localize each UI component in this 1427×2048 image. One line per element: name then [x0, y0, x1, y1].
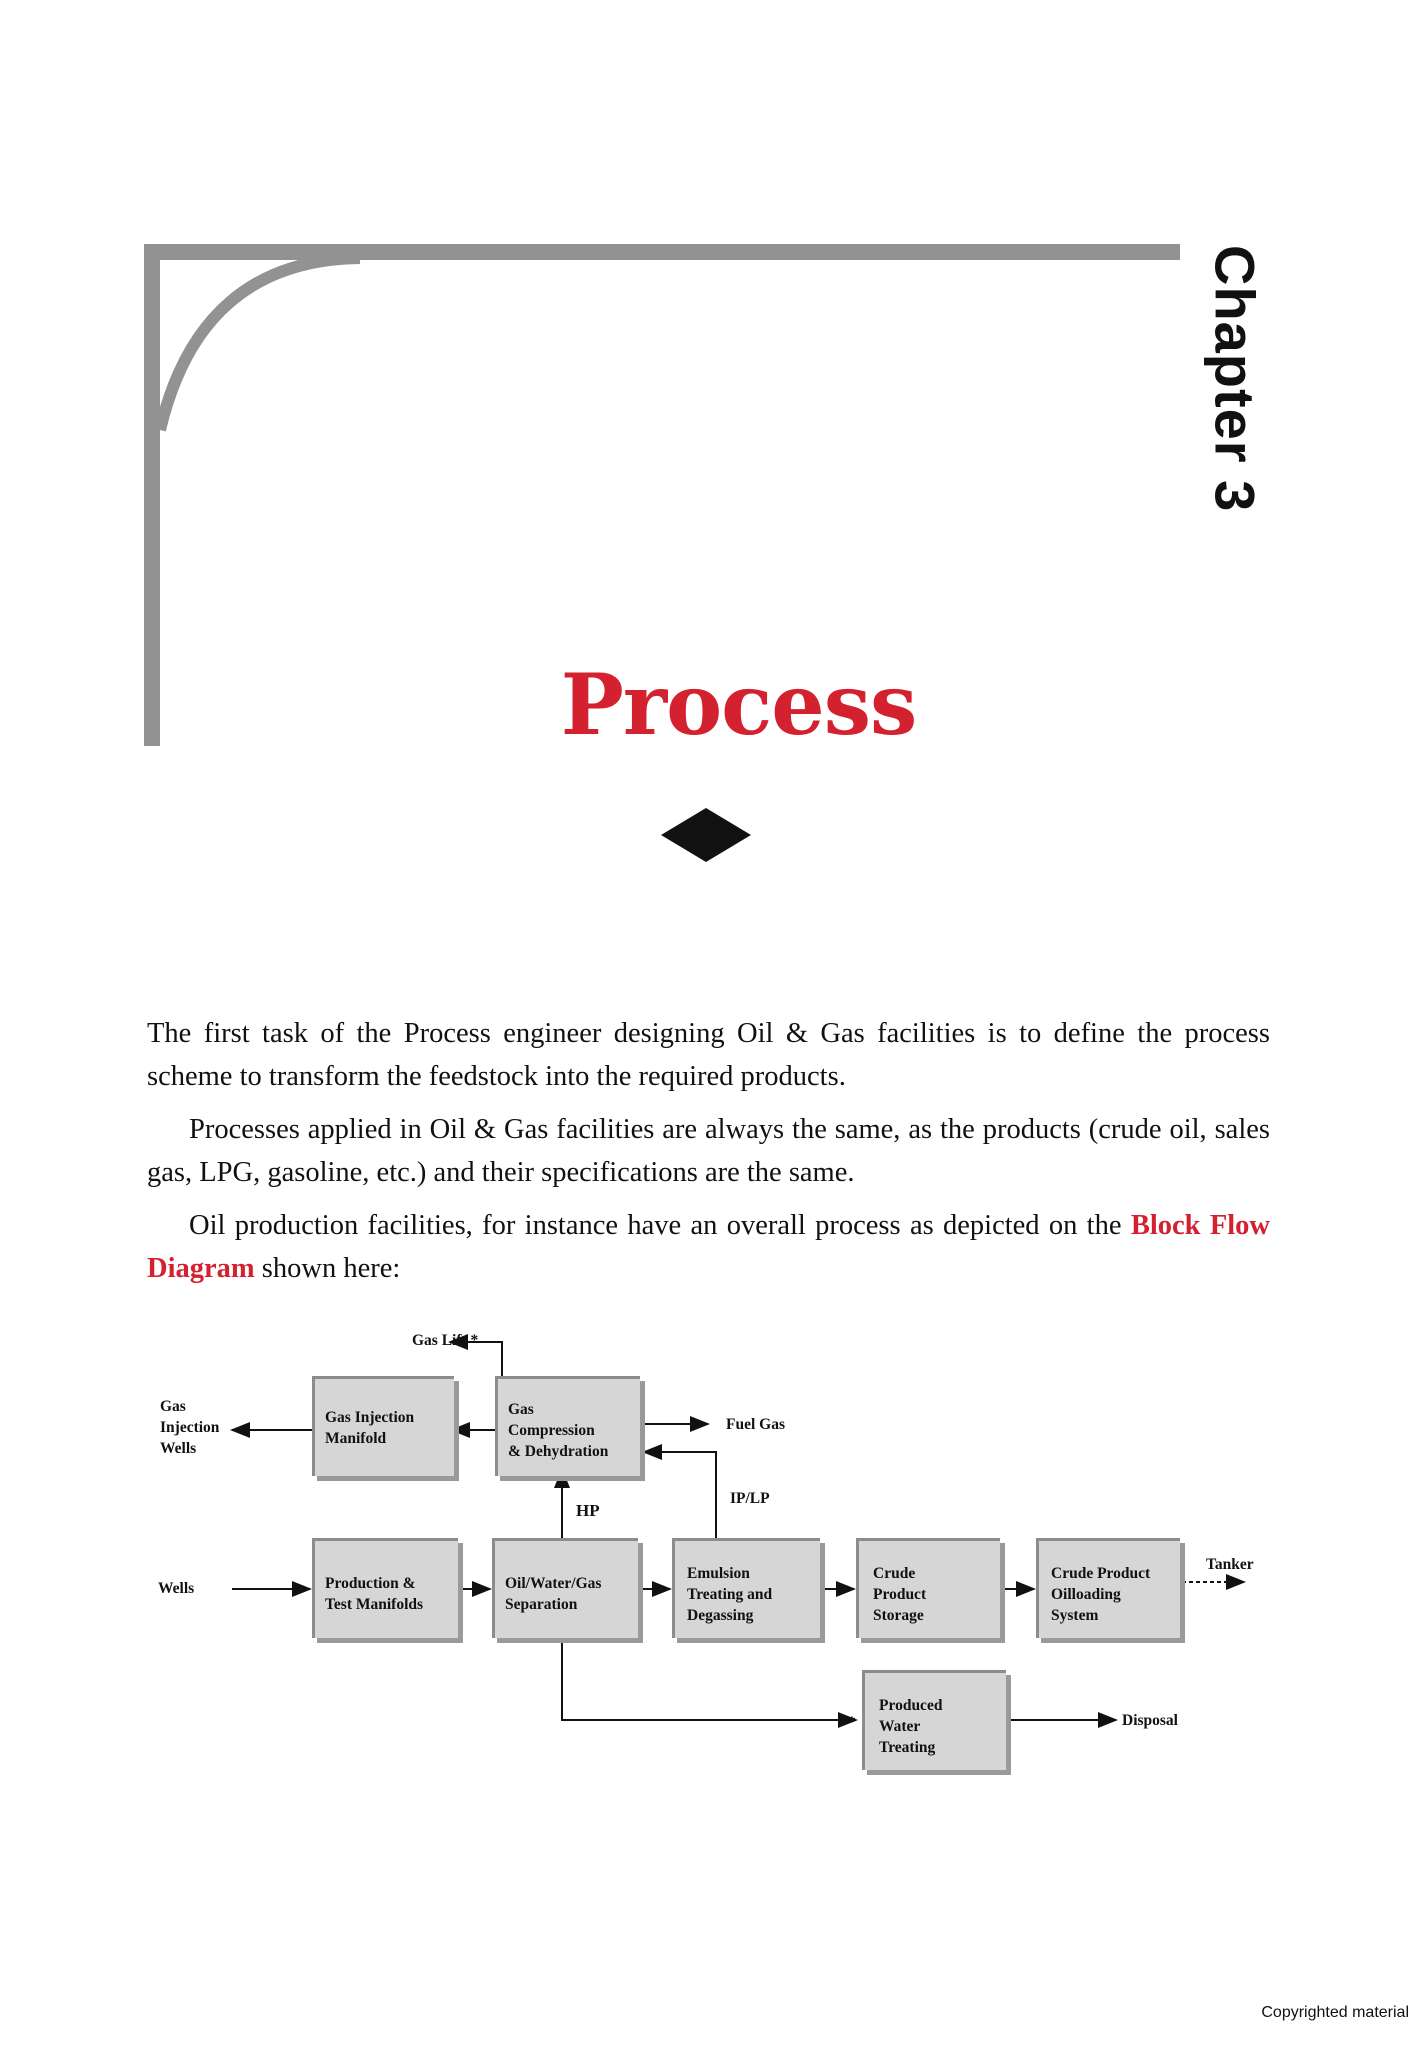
gas-injection-manifold-box: Gas Injection Manifold	[312, 1376, 454, 1476]
asterisk-label: *	[848, 1714, 856, 1731]
block-flow-diagram-link: Block Flow Diagram	[147, 1210, 1270, 1284]
wells-label: Wells	[158, 1580, 195, 1597]
fuel-gas-label: Fuel Gas	[726, 1416, 785, 1433]
crude-oilloading-box: Crude Product Oilloading System	[1036, 1538, 1180, 1638]
emulsion-treating-box: Emulsion Treating and Degassing	[672, 1538, 820, 1638]
block-flow-diagram	[0, 1320, 1427, 1800]
page-title: Process	[560, 655, 917, 754]
ip-lp-label: IP/LP	[730, 1490, 770, 1507]
body-text	[147, 1012, 1270, 1300]
production-manifolds-box: Production & Test Manifolds	[312, 1538, 458, 1638]
diamond-ornament	[661, 808, 751, 862]
gas-injection-wells-label: Gas Injection Wells	[160, 1398, 220, 1457]
tanker-label: Tanker	[1206, 1556, 1254, 1573]
paragraph-1: The first task of the Process engineer designing Oil & Gas facilities is to define the process scheme to transform the feedstock into the required products.	[147, 1018, 1270, 1092]
produced-water-box: Produced Water Treating	[862, 1670, 1006, 1770]
separation-box: Oil/Water/Gas Separation	[492, 1538, 638, 1638]
hp-label: HP	[576, 1501, 600, 1520]
disposal-label: Disposal	[1122, 1712, 1178, 1729]
paragraph-3: Oil production facilities, for instance have an overall process as depicted on the Block Flow Diagram shown here:	[147, 1210, 1270, 1284]
copyright-notice: Copyrighted material	[1261, 2004, 1409, 2021]
paragraph-2: Processes applied in Oil & Gas facilities are always the same, as the products (crude oil, sales gas, LPG, gasoline, etc.) and their specifications are the same.	[147, 1114, 1270, 1188]
chapter-label: Chapter 3	[1203, 245, 1267, 513]
gas-compression-box: Gas Compression & Dehydration	[495, 1376, 640, 1476]
crude-storage-box: Crude Product Storage	[856, 1538, 1000, 1638]
gas-lift-label: Gas Lift *	[412, 1332, 479, 1349]
